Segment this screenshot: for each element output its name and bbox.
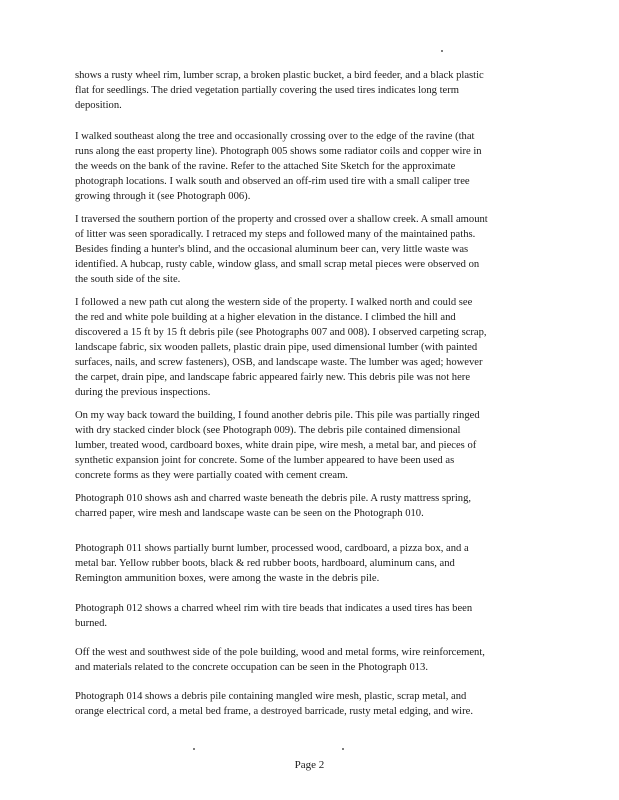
text-line: photograph locations. I walk south and observed an off-rim used tire with a small caliper tree (75, 176, 470, 187)
text-line: concrete forms as they were partially coated with cement cream. (75, 470, 348, 481)
text-line: I walked southeast along the tree and occasionally crossing over to the edge of the ravine (that (75, 131, 475, 142)
text-line: lumber, treated wood, cardboard boxes, white drain pipe, wire mesh, a metal bar, and pieces of (75, 440, 477, 451)
text-line: burned. (75, 618, 108, 629)
text-line: Photograph 011 shows partially burnt lumber, processed wood, cardboard, a pizza box, and a (75, 543, 469, 554)
text-line: Photograph 012 shows a charred wheel rim with tire beads that indicates a used tires has been (75, 603, 473, 614)
text-line: with dry stacked cinder block (see Photograph 009). The debris pile contained dimensional (75, 425, 461, 436)
paragraph-2 (75, 129, 559, 204)
text-line: charred paper, wire mesh and landscape waste can be seen on the Photograph 010. (75, 508, 424, 519)
text-line: runs along the east property line). Photograph 005 shows some radiator coils and copper wire in (75, 146, 482, 157)
text-line: and materials related to the concrete occupation can be seen in the Photograph 013. (75, 662, 428, 673)
scan-speck (441, 50, 443, 52)
text-line: deposition. (75, 100, 122, 111)
text-line: the south side of the site. (75, 274, 181, 285)
text-line: the weeds on the bank of the ravine. Refer to the attached Site Sketch for the approximate (75, 161, 456, 172)
text-line: metal bar. Yellow rubber boots, black & red rubber boots, hardboard, aluminum cans, and (75, 558, 455, 569)
paragraph-3 (75, 212, 559, 287)
text-line: during the previous inspections. (75, 387, 211, 398)
text-line: flat for seedlings. The dried vegetation partially covering the used tires indicates long term (75, 85, 460, 96)
text-line: Remington ammunition boxes, were among the waste in the debris pile. (75, 573, 380, 584)
text-line: I traversed the southern portion of the property and crossed over a shallow creek. A small amount (75, 214, 488, 225)
page-number: Page 2 (294, 759, 325, 771)
scan-speck (193, 748, 195, 750)
text-line: Photograph 014 shows a debris pile containing mangled wire mesh, plastic, scrap metal, and (75, 691, 467, 702)
text-line: Photograph 010 shows ash and charred waste beneath the debris pile. A rusty mattress spring, (75, 493, 472, 504)
scan-speck (342, 748, 344, 750)
paragraph-9 (75, 645, 559, 675)
text-line: the carpet, drain pipe, and landscape fabric appeared fairly new. This debris pile was not here (75, 372, 471, 383)
text-line: orange electrical cord, a metal bed frame, a destroyed barricade, rusty metal edging, and wire. (75, 706, 473, 717)
paragraph-7 (75, 541, 559, 586)
text-line: discovered a 15 ft by 15 ft debris pile (see Photographs 007 and 008). I observed carpeting scrap, (75, 327, 487, 338)
paragraph-1 (75, 68, 559, 113)
paragraph-5 (75, 408, 559, 483)
text-line: landscape fabric, six wooden pallets, plastic drain pipe, used dimensional lumber (with painted (75, 342, 478, 353)
text-line: synthetic expansion joint for concrete. Some of the lumber appeared to have been used as (75, 455, 455, 466)
text-line: Besides finding a hunter's blind, and the occasional aluminum beer can, very little waste was (75, 244, 469, 255)
paragraph-6 (75, 491, 559, 521)
text-line: I followed a new path cut along the western side of the property. I walked north and could see (75, 297, 473, 308)
text-line: identified. A hubcap, rusty cable, window glass, and small scrap metal pieces were observed on (75, 259, 480, 270)
text-line: On my way back toward the building, I found another debris pile. This pile was partially ringed (75, 410, 480, 421)
text-line: shows a rusty wheel rim, lumber scrap, a broken plastic bucket, a bird feeder, and a black plastic (75, 70, 484, 81)
text-line: the red and white pole building at a higher elevation in the distance. I climbed the hill and (75, 312, 456, 323)
text-line: surfaces, nails, and screw fasteners), OSB, and landscape waste. The lumber was aged; however (75, 357, 483, 368)
text-line: Off the west and southwest side of the pole building, wood and metal forms, wire reinforcement, (75, 647, 485, 658)
text-line: of litter was seen sporadically. I retraced my steps and followed many of the maintained paths. (75, 229, 476, 240)
paragraph-4 (75, 295, 559, 400)
paragraph-10 (75, 689, 559, 719)
paragraph-8 (75, 601, 559, 631)
text-line: growing through it (see Photograph 006). (75, 191, 251, 202)
